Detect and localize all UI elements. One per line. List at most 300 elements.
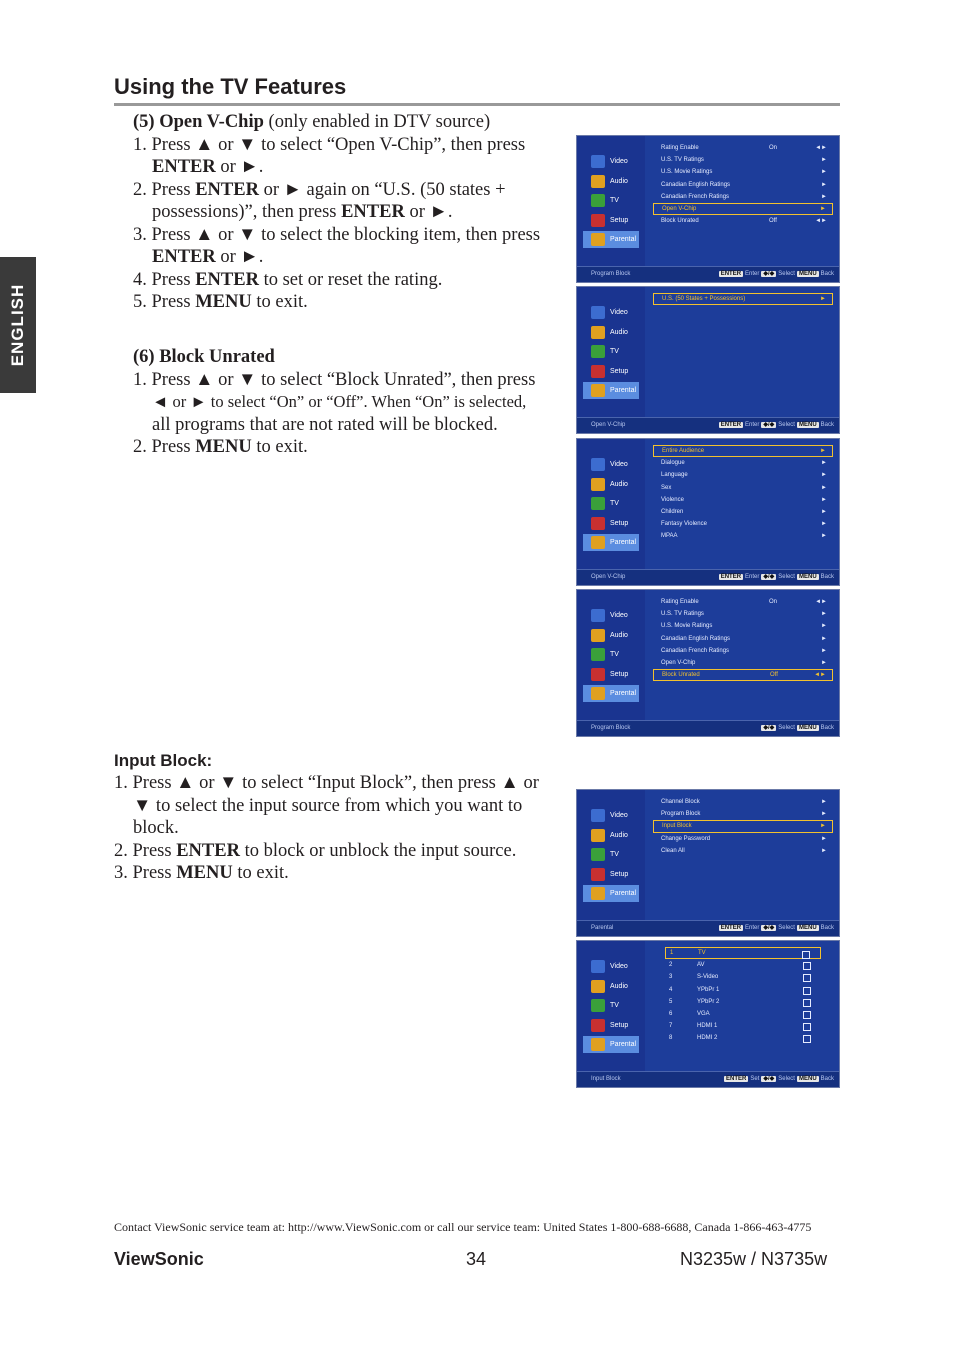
tv-menu-row	[653, 154, 833, 166]
arrow-icon: ◄►	[815, 599, 827, 605]
open-vchip-heading: (5) Open V-Chip	[133, 112, 264, 132]
tv-menu-item-label: TV	[610, 1002, 619, 1010]
arrow-icon: ►	[820, 205, 826, 212]
setup-icon	[591, 868, 605, 881]
tv-menu-row-label: Fantasy Violence	[661, 521, 707, 528]
tv-menu-row-label: Open V-Chip	[662, 205, 697, 212]
input-name: HDMI 2	[697, 1035, 718, 1042]
tv-menu-row-label: Rating Enable	[661, 145, 699, 151]
remote-key-label: MENU	[798, 271, 817, 277]
tv-menu-row	[653, 142, 833, 154]
remote-key-label: MENU	[798, 725, 817, 731]
hint-label: Set	[750, 1076, 760, 1082]
tv-icon	[591, 497, 605, 510]
arrow-icon: ◄►	[814, 672, 826, 679]
arrow-icon: ◄►	[815, 218, 827, 225]
remote-key-label: ENTER	[720, 271, 742, 277]
step-5: 5. Press	[133, 292, 196, 312]
ib-step-1a: 1. Press ▲ or ▼ to select “Input Block”, then press ▲ or	[114, 773, 539, 793]
parental-icon	[591, 1038, 605, 1051]
tv-menu-row	[653, 657, 833, 669]
input-number: 4	[669, 986, 673, 993]
tv-menu-row	[653, 482, 833, 494]
checkbox-icon	[803, 1023, 811, 1031]
tv-menu-sidebar	[577, 439, 645, 570]
arrow-icon: ◄►	[815, 145, 827, 151]
tv-menu-item-label: Parental	[610, 1041, 637, 1049]
input-name: AV	[697, 962, 705, 969]
ib-step-2: 2. Press	[114, 840, 177, 861]
tv-menu-row	[653, 833, 833, 845]
tv-menu-item-tv	[583, 997, 639, 1014]
tv-menu-hints	[759, 721, 834, 736]
remote-key-label: ENTER	[720, 574, 742, 580]
arrow-icon: ►	[820, 448, 826, 454]
tv-menu-item-label: Audio	[610, 831, 628, 839]
key-enter: ENTER	[176, 840, 240, 861]
tv-menu-item-setup	[583, 1017, 639, 1034]
ib-step-1c: block.	[133, 818, 179, 838]
tv-menu-hints	[717, 418, 834, 433]
hint-label: Enter	[745, 925, 760, 931]
arrow-icon: ►	[821, 193, 827, 200]
input-block-heading: Input Block:	[114, 751, 213, 770]
tv-menu-footer	[577, 1071, 839, 1087]
open-vchip-section	[133, 111, 540, 314]
key-enter: ENTER	[152, 247, 216, 267]
tv-menu-row-value: On	[769, 145, 778, 151]
tv-menu-screenshot	[576, 789, 840, 937]
tv-menu-item-label: Video	[610, 812, 628, 819]
key-menu: MENU	[195, 437, 252, 457]
tv-menu-row-label: Entire Audience	[662, 448, 705, 454]
arrow-icon: ►	[821, 157, 827, 164]
ib-step-2-rest: to block or unblock the input source.	[239, 840, 517, 861]
hint-label: Enter	[745, 422, 760, 428]
tv-menu-row-label: Block Unrated	[662, 672, 700, 679]
tv-menu-row	[653, 191, 833, 203]
tv-menu-row	[653, 166, 833, 178]
remote-key-label: MENU	[798, 574, 817, 580]
tv-menu-row-label: Channel Block	[661, 799, 700, 805]
checkbox-icon	[803, 1035, 811, 1043]
setup-icon	[591, 214, 605, 227]
arrow-icon: ►	[820, 296, 826, 302]
tv-menu-item-video	[583, 607, 639, 624]
input-number: 5	[669, 998, 673, 1005]
remote-key-label: MENU	[798, 1076, 817, 1082]
block-unrated-section	[133, 346, 535, 459]
tv-menu-item-label: TV	[610, 348, 619, 356]
step-2a: 2. Press	[133, 179, 196, 200]
tv-menu-row-label: U.S. Movie Ratings	[661, 623, 713, 630]
bu-step-1a: 1. Press ▲ or ▼ to select “Block Unrated”, then press	[133, 369, 536, 390]
step-2a-rest: or ► again on “U.S. (50 states +	[258, 179, 506, 200]
key-enter: ENTER	[341, 202, 405, 222]
tv-menu-item-label: Setup	[610, 870, 629, 878]
remote-key-label: ◆/◆	[763, 574, 775, 580]
arrow-icon: ►	[821, 635, 827, 642]
setup-icon	[591, 668, 605, 681]
arrow-icon: ►	[821, 496, 827, 503]
tv-menu-location: Parental	[591, 925, 614, 931]
setup-icon	[591, 1019, 605, 1032]
tv-menu-sidebar	[577, 590, 645, 721]
arrow-icon: ►	[821, 181, 827, 188]
tv-menu-item-audio	[583, 627, 639, 644]
tv-menu-row-label: U.S. Movie Ratings	[661, 169, 713, 176]
tv-menu-item-tv	[583, 192, 639, 209]
tv-menu-footer	[577, 920, 839, 936]
tv-menu-row-label: Children	[661, 508, 684, 515]
audio-icon	[591, 980, 605, 993]
tv-menu-item-label: Video	[610, 461, 628, 468]
remote-key-label: ◆/◆	[763, 271, 775, 277]
remote-key-label: ◆/◆	[763, 925, 775, 931]
input-number: 7	[669, 1023, 673, 1030]
tv-menu-screenshot	[576, 438, 840, 586]
tv-menu-item-parental	[583, 885, 639, 902]
language-tab	[0, 257, 36, 393]
arrow-icon: ►	[821, 847, 827, 854]
tv-icon	[591, 194, 605, 207]
tv-menu-row-label: Canadian French Ratings	[661, 193, 730, 200]
input-name: HDMI 1	[697, 1023, 718, 1030]
tv-menu-item-label: Parental	[610, 387, 637, 395]
remote-key-label: ENTER	[726, 1076, 747, 1082]
tv-menu-hints	[717, 570, 834, 585]
tv-menu-hints	[717, 267, 834, 282]
tv-menu-row-label: Canadian English Ratings	[661, 181, 731, 188]
tv-menu-row	[653, 608, 833, 620]
tv-icon	[591, 345, 605, 358]
tv-menu-row-label: Sex	[661, 484, 672, 491]
audio-icon	[591, 629, 605, 642]
parental-icon	[591, 687, 605, 700]
audio-icon	[591, 326, 605, 339]
arrow-icon: ►	[821, 811, 827, 818]
tv-menu-row	[653, 445, 833, 457]
tv-menu-item-audio	[583, 978, 639, 995]
arrow-icon: ►	[821, 508, 827, 515]
tv-menu-location: Program Block	[591, 725, 631, 731]
input-source-row	[665, 1008, 821, 1020]
remote-key-label: ENTER	[720, 422, 742, 428]
audio-icon	[591, 829, 605, 842]
remote-key-label: MENU	[798, 422, 817, 428]
tv-menu-item-video	[583, 807, 639, 824]
checkbox-icon	[803, 987, 811, 995]
step-2b-rest: or ►.	[404, 202, 453, 222]
checkbox-icon	[803, 999, 811, 1007]
tv-menu-location: Open V-Chip	[591, 422, 626, 428]
tv-icon	[591, 848, 605, 861]
tv-menu-sidebar	[577, 287, 645, 418]
tv-menu-item-setup	[583, 866, 639, 883]
video-icon	[591, 306, 605, 319]
arrow-icon: ►	[821, 799, 827, 805]
checkbox-icon	[803, 1011, 811, 1019]
input-number: 6	[669, 1010, 673, 1017]
tv-menu-row-label: U.S. TV Ratings	[661, 157, 704, 164]
audio-icon	[591, 175, 605, 188]
tv-menu-item-setup	[583, 666, 639, 683]
arrow-icon: ►	[820, 823, 826, 830]
tv-menu-row-label: U.S. TV Ratings	[661, 611, 704, 618]
tv-menu-item-setup	[583, 363, 639, 380]
tv-menu-row-label: Dialogue	[661, 460, 685, 467]
tv-menu-item-tv	[583, 343, 639, 360]
arrow-icon: ►	[821, 460, 827, 467]
tv-menu-row-label: Canadian English Ratings	[661, 635, 731, 642]
key-menu: MENU	[176, 863, 233, 883]
setup-icon	[591, 517, 605, 530]
tv-menu-item-label: Setup	[610, 519, 629, 527]
remote-key-label: ◆/◆	[763, 725, 775, 731]
language-tab-label: ENGLISH	[8, 283, 27, 367]
hint-label: Back	[820, 574, 834, 580]
hint-label: Select	[778, 925, 795, 931]
arrow-icon: ►	[821, 484, 827, 491]
tv-menu-item-label: TV	[610, 651, 619, 659]
setup-icon	[591, 365, 605, 378]
video-icon	[591, 609, 605, 622]
tv-menu-item-tv	[583, 495, 639, 512]
arrow-icon: ►	[821, 611, 827, 618]
arrow-icon: ►	[821, 623, 827, 630]
arrow-icon: ►	[821, 659, 827, 666]
hint-label: Select	[778, 422, 795, 428]
page-title: Using the TV Features	[114, 74, 347, 99]
hint-label: Enter	[745, 574, 760, 580]
hint-label: Enter	[745, 271, 760, 277]
ib-step-3-rest: to exit.	[232, 863, 289, 883]
tv-menu-row	[653, 203, 833, 215]
tv-menu-row-label: Open V-Chip	[661, 659, 696, 666]
tv-menu-item-label: TV	[610, 851, 619, 859]
tv-menu-hints	[717, 921, 834, 936]
tv-menu-item-tv	[583, 846, 639, 863]
key-enter: ENTER	[195, 269, 259, 290]
brand-name: ViewSonic	[114, 1249, 204, 1269]
key-enter: ENTER	[195, 179, 259, 200]
tv-menu-row	[653, 845, 833, 857]
bu-step-2-rest: to exit.	[251, 437, 308, 457]
input-name: YPbPr 2	[697, 998, 720, 1005]
tv-menu-content	[653, 142, 833, 227]
tv-menu-row	[653, 796, 833, 808]
tv-menu-screenshot	[576, 135, 840, 283]
hint-label: Select	[778, 725, 795, 731]
tv-menu-item-parental	[583, 231, 639, 248]
video-icon	[591, 960, 605, 973]
hint-label: Select	[778, 574, 795, 580]
input-number: 1	[670, 950, 674, 956]
checkbox-icon	[802, 951, 810, 959]
tv-menu-row-label: Input Block	[662, 823, 692, 830]
input-source-row	[665, 971, 821, 983]
hint-label: Back	[820, 925, 834, 931]
arrow-icon: ►	[821, 169, 827, 176]
tv-menu-item-label: Audio	[610, 631, 628, 639]
step-3a: 3. Press ▲ or ▼ to select the blocking item, then press	[133, 224, 541, 245]
input-source-row	[665, 996, 821, 1008]
tv-menu-item-video	[583, 153, 639, 170]
tv-menu-row	[653, 469, 833, 481]
input-name: YPbPr 1	[697, 986, 720, 993]
tv-menu-row-label: MPAA	[661, 533, 678, 540]
remote-key-label: ◆/◆	[763, 1076, 775, 1082]
tv-menu-row	[653, 669, 833, 681]
step-1b: or ►.	[215, 157, 264, 177]
tv-menu-sidebar	[577, 941, 645, 1072]
tv-menu-content	[665, 947, 821, 1045]
tv-menu-row	[653, 293, 833, 305]
tv-menu-row	[653, 645, 833, 657]
tv-menu-row	[653, 457, 833, 469]
tv-menu-item-label: TV	[610, 197, 619, 205]
tv-menu-row	[653, 494, 833, 506]
tv-menu-row	[653, 808, 833, 820]
open-vchip-note: (only enabled in DTV source)	[263, 112, 491, 132]
input-name: S-Video	[697, 974, 719, 981]
tv-menu-row	[653, 506, 833, 518]
tv-menu-row-label: Clean All	[661, 847, 685, 854]
arrow-icon: ►	[821, 835, 827, 842]
input-name: VGA	[697, 1010, 710, 1017]
arrow-icon: ►	[821, 472, 827, 479]
tv-menu-screenshot	[576, 589, 840, 737]
tv-menu-item-setup	[583, 515, 639, 532]
tv-menu-item-label: Parental	[610, 890, 637, 898]
bu-step-2: 2. Press	[133, 437, 196, 457]
hint-label: Back	[820, 1076, 834, 1082]
tv-menu-footer	[577, 266, 839, 282]
tv-menu-row-label: Rating Enable	[661, 599, 699, 605]
tv-menu-item-label: Audio	[610, 328, 628, 336]
tv-menu-item-video	[583, 456, 639, 473]
hint-label: Back	[820, 725, 834, 731]
tv-menu-content	[653, 796, 833, 857]
tv-menu-item-parental	[583, 685, 639, 702]
tv-menu-row-value: Off	[770, 672, 778, 679]
key-enter: ENTER	[152, 157, 216, 177]
hint-label: Back	[820, 271, 834, 277]
tv-menu-row-value: Off	[769, 218, 777, 225]
tv-menu-item-label: Video	[610, 612, 628, 619]
hint-label: Select	[778, 271, 795, 277]
tv-menu-screenshot	[576, 940, 840, 1088]
arrow-icon: ►	[821, 533, 827, 540]
video-icon	[591, 458, 605, 471]
hint-label: Select	[778, 1076, 795, 1082]
parental-icon	[591, 887, 605, 900]
tv-menu-item-label: Parental	[610, 236, 637, 244]
tv-menu-row	[653, 215, 833, 227]
input-block-section	[114, 772, 539, 885]
tv-icon	[591, 648, 605, 661]
parental-icon	[591, 384, 605, 397]
tv-menu-item-label: Video	[610, 963, 628, 970]
parental-icon	[591, 233, 605, 246]
tv-menu-content	[653, 445, 833, 543]
tv-menu-item-audio	[583, 173, 639, 190]
tv-menu-item-audio	[583, 324, 639, 341]
tv-menu-row	[653, 820, 833, 832]
input-source-row	[665, 959, 821, 971]
title-divider	[114, 103, 840, 106]
remote-key-label: ◆/◆	[763, 422, 775, 428]
tv-menu-item-video	[583, 958, 639, 975]
tv-menu-location: Open V-Chip	[591, 574, 626, 580]
tv-menu-row-label: Canadian French Ratings	[661, 647, 730, 654]
video-icon	[591, 155, 605, 168]
input-source-row	[665, 947, 821, 959]
tv-menu-item-setup	[583, 212, 639, 229]
model-number: N3235w / N3735w	[680, 1249, 828, 1269]
input-name: TV	[698, 950, 706, 956]
tv-menu-item-video	[583, 304, 639, 321]
input-number: 3	[669, 974, 673, 981]
tv-menu-row	[653, 518, 833, 530]
tv-menu-row-label: Violence	[661, 496, 684, 503]
tv-menu-item-label: Setup	[610, 367, 629, 375]
contact-info: Contact ViewSonic service team at: http://www.ViewSonic.com or call our service team: United States 1-800-688-6688, Canada 1-866-463-4775	[114, 1220, 812, 1234]
tv-icon	[591, 999, 605, 1012]
tv-menu-footer	[577, 569, 839, 585]
tv-menu-content	[653, 293, 833, 305]
step-2b: possessions)”, then press	[152, 202, 342, 222]
tv-menu-item-label: Parental	[610, 539, 637, 547]
tv-menu-row-label: U.S. (50 States + Possessions)	[662, 296, 746, 302]
block-unrated-heading: (6) Block Unrated	[133, 347, 275, 367]
tv-menu-item-label: Video	[610, 158, 628, 165]
tv-menu-row	[653, 179, 833, 191]
ib-step-3: 3. Press	[114, 863, 177, 883]
step-3b: or ►.	[215, 247, 264, 267]
remote-key-label: ENTER	[720, 925, 742, 931]
tv-menu-row-value: On	[769, 599, 778, 605]
tv-menu-item-label: Setup	[610, 670, 629, 678]
tv-menu-content	[653, 596, 833, 681]
tv-menu-item-label: Setup	[610, 1021, 629, 1029]
step-4-rest: to set or reset the rating.	[258, 269, 443, 290]
tv-menu-sidebar	[577, 136, 645, 267]
step-5-rest: to exit.	[251, 292, 308, 312]
tv-menu-location: Program Block	[591, 271, 631, 277]
remote-key-label: MENU	[798, 925, 817, 931]
tv-menu-row	[653, 633, 833, 645]
arrow-icon: ►	[821, 521, 827, 528]
tv-menu-item-label: Audio	[610, 177, 628, 185]
bu-step-1b: ◄ or ► to select “On” or “Off”. When “On” is selected,	[152, 392, 527, 411]
tv-menu-row-label: Language	[661, 472, 688, 479]
tv-menu-sidebar	[577, 790, 645, 921]
step-1a: 1. Press ▲ or ▼ to select “Open V-Chip”, then press	[133, 134, 526, 155]
checkbox-icon	[803, 962, 811, 970]
tv-menu-item-label: Audio	[610, 480, 628, 488]
video-icon	[591, 809, 605, 822]
input-number: 8	[669, 1035, 673, 1042]
tv-menu-item-parental	[583, 382, 639, 399]
tv-menu-footer	[577, 417, 839, 433]
tv-menu-row-label: Block Unrated	[661, 218, 699, 225]
tv-menu-row	[653, 596, 833, 608]
tv-menu-item-label: Setup	[610, 216, 629, 224]
tv-menu-item-parental	[583, 1036, 639, 1053]
input-number: 2	[669, 962, 673, 969]
tv-menu-screenshot	[576, 286, 840, 434]
